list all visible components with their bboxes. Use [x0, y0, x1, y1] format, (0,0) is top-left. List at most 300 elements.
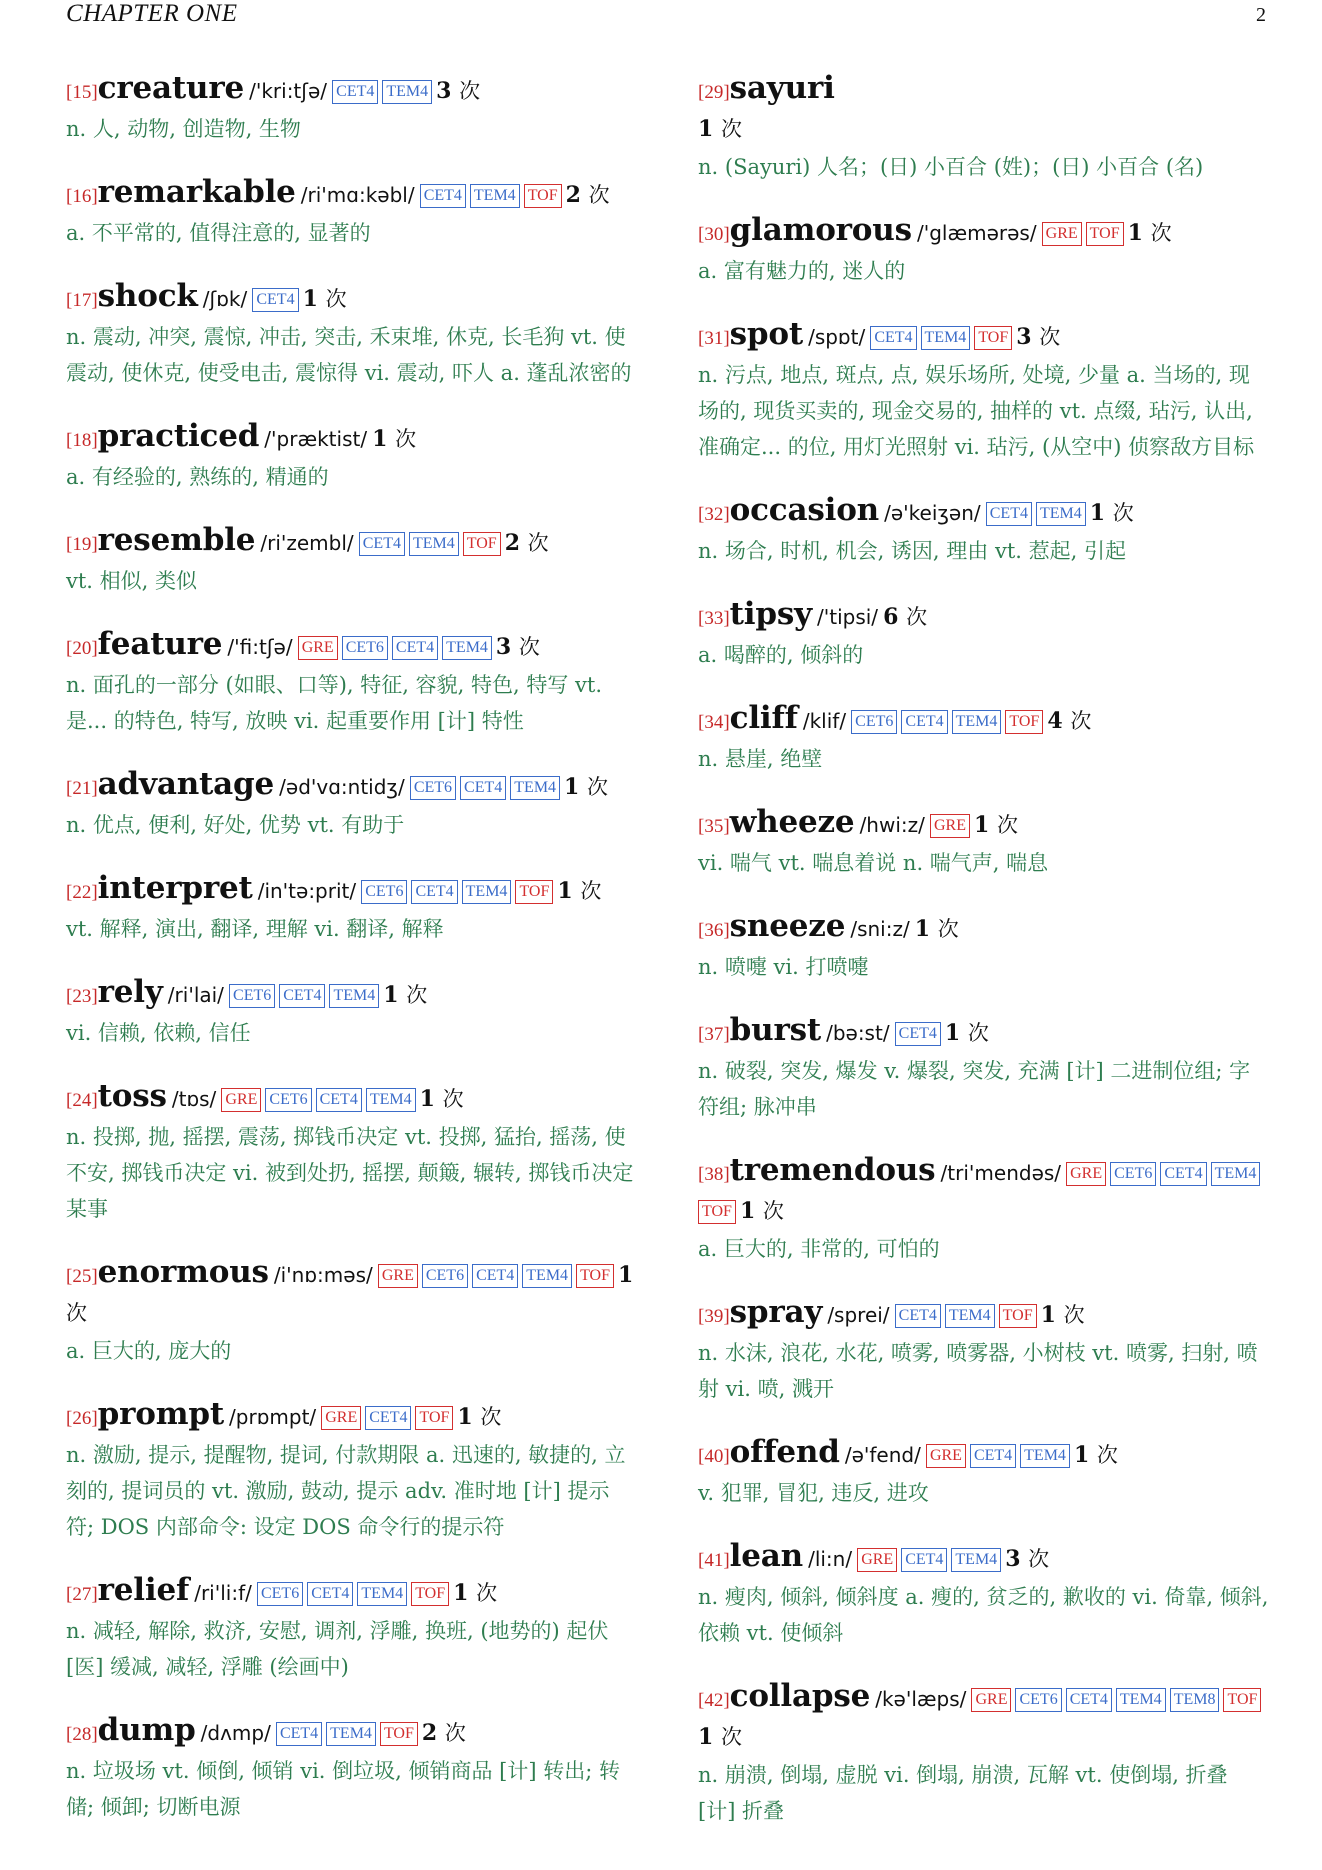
exam-tag: TEM4 — [462, 880, 512, 904]
vocab-entry — [698, 316, 1270, 465]
exam-tag: TEM4 — [1116, 1688, 1166, 1712]
exam-tag: CET6 — [1110, 1162, 1156, 1186]
exam-tag: CET4 — [472, 1264, 518, 1288]
exam-tag: TOF — [974, 326, 1012, 350]
entry-definition: a. 巨大的, 非常的, 可怕的 — [698, 1237, 940, 1261]
entry-word: lean — [729, 1538, 803, 1574]
count-value: 1 — [973, 812, 990, 838]
entry-phonetic: /ri'mɑ:kəbl/ — [300, 183, 415, 207]
entry-headline — [66, 1712, 636, 1753]
count-value: 1 — [564, 774, 580, 800]
entry-headline — [66, 1572, 636, 1613]
entry-index: [29] — [698, 82, 730, 103]
exam-tag: CET4 — [392, 636, 438, 660]
exam-tag: CET4 — [316, 1088, 362, 1112]
count-unit: 次 — [1039, 325, 1061, 349]
entry-word: resemble — [97, 522, 256, 558]
entry-definition: a. 喝醉的, 倾斜的 — [698, 643, 864, 667]
entry-index: [18] — [66, 430, 98, 451]
count-unit: 次 — [480, 1405, 502, 1429]
entry-index: [31] — [698, 328, 730, 349]
entry-word: advantage — [97, 766, 275, 802]
entry-index: [35] — [698, 816, 730, 837]
exam-tag: TEM4 — [522, 1264, 572, 1288]
entry-count — [496, 634, 540, 660]
count-unit: 次 — [588, 183, 610, 207]
exam-tag: CET4 — [901, 1548, 947, 1572]
vocab-entry — [698, 212, 1270, 289]
exam-tag: TEM4 — [329, 984, 379, 1008]
entry-index: [38] — [698, 1164, 730, 1185]
count-value: 3 — [495, 634, 512, 660]
count-unit: 次 — [1063, 1303, 1085, 1327]
entry-phonetic: /li:n/ — [808, 1547, 853, 1571]
vocab-entry — [698, 1678, 1270, 1829]
entry-headline — [698, 212, 1270, 253]
entry-definition: n. 面孔的一部分 (如眼、口等), 特征, 容貌, 特色, 特写 vt. 是... 的特色, 特写, 放映 vi. 起重要作用 [计] 特性 — [66, 673, 602, 733]
count-unit: 次 — [906, 605, 928, 629]
exam-tag: CET6 — [1015, 1688, 1061, 1712]
exam-tag: CET4 — [252, 288, 298, 312]
entry-headline — [66, 174, 636, 215]
entry-headline — [698, 1678, 1270, 1757]
exam-tag: CET6 — [265, 1088, 311, 1112]
vocab-entry — [66, 418, 636, 495]
count-unit: 次 — [1028, 1547, 1050, 1571]
exam-tag: GRE — [930, 814, 970, 838]
entry-count — [945, 1020, 989, 1046]
entry-word: occasion — [729, 492, 880, 528]
exam-tag: TOF — [463, 532, 501, 556]
entry-definition: n. 投掷, 抛, 摇摆, 震荡, 掷钱币决定 vt. 投掷, 猛抬, 摇荡, 使不安, 掷钱币决定 vi. 被到处扔, 摇摆, 颠簸, 辗转, 掷钱币决定某事 — [66, 1125, 634, 1221]
exam-tag: TOF — [698, 1200, 736, 1224]
count-unit: 次 — [444, 1721, 466, 1745]
entry-phonetic: /sprei/ — [827, 1303, 890, 1327]
entry-definition: n. 水沫, 浪花, 水花, 喷雾, 喷雾器, 小树枝 vt. 喷雾, 扫射, 喷射 vi. 喷, 溅开 — [698, 1341, 1258, 1401]
vocab-entry — [698, 492, 1270, 569]
exam-tag: GRE — [221, 1088, 261, 1112]
entry-phonetic: /ri'li:f/ — [194, 1581, 252, 1605]
vocab-entry — [66, 1396, 636, 1545]
count-value: 3 — [1016, 324, 1032, 350]
count-unit: 次 — [1096, 1443, 1118, 1467]
exam-tag: CET4 — [986, 502, 1032, 526]
entry-index: [22] — [66, 882, 98, 903]
count-value: 1 — [944, 1020, 961, 1046]
entry-phonetic: /prɒmpt/ — [229, 1405, 317, 1429]
vocab-entry — [698, 700, 1270, 777]
vocab-entry — [698, 804, 1270, 881]
exam-tag: CET6 — [342, 636, 388, 660]
entry-word: sayuri — [729, 70, 835, 106]
exam-tag: TEM4 — [951, 1548, 1001, 1572]
entry-count — [883, 604, 927, 630]
entry-headline — [66, 974, 636, 1015]
entry-definition: n. 污点, 地点, 斑点, 点, 娱乐场所, 处境, 少量 a. 当场的, 现场的, 现货买卖的, 现金交易的, 抽样的 vt. 点缀, 玷污, 认出, 准确定... 的位, 用灯光照射 vi. 玷污, (从空中) 侦察敌方目标 — [698, 363, 1255, 459]
entry-count — [453, 1580, 497, 1606]
exam-tag: TEM4 — [510, 776, 560, 800]
entry-word: tremendous — [729, 1152, 936, 1188]
count-unit: 次 — [518, 635, 540, 659]
vocab-entry — [66, 70, 636, 147]
entry-definition: n. 破裂, 突发, 爆发 v. 爆裂, 突发, 充满 [计] 二进制位组; 字符组; 脉冲串 — [698, 1059, 1251, 1119]
entry-word: wheeze — [729, 804, 855, 840]
entry-index: [28] — [66, 1724, 98, 1745]
count-unit: 次 — [580, 879, 602, 903]
exam-tag: GRE — [321, 1406, 361, 1430]
count-unit: 次 — [442, 1087, 464, 1111]
entry-index: [41] — [698, 1550, 730, 1571]
entry-index: [30] — [698, 224, 730, 245]
entry-word: collapse — [729, 1678, 871, 1714]
entry-phonetic: /ə'fend/ — [844, 1443, 921, 1467]
entry-index: [27] — [66, 1584, 98, 1605]
exam-tag: CET4 — [307, 1582, 353, 1606]
entry-headline — [698, 804, 1270, 845]
entry-count — [564, 774, 608, 800]
entry-phonetic: /klif/ — [802, 709, 847, 733]
exam-tag: TOF — [576, 1264, 614, 1288]
entry-word: glamorous — [729, 212, 912, 248]
entry-phonetic: /dʌmp/ — [200, 1721, 271, 1745]
vocab-entry — [698, 596, 1270, 673]
entry-definition: vt. 相似, 类似 — [66, 569, 198, 593]
count-unit: 次 — [476, 1581, 498, 1605]
exam-tag: TEM4 — [382, 80, 432, 104]
entry-index: [21] — [66, 778, 98, 799]
count-value: 1 — [1040, 1302, 1056, 1328]
entry-definition: n. 震动, 冲突, 震惊, 冲击, 突击, 禾束堆, 休克, 长毛狗 vt. 使震动, 使休克, 使受电击, 震惊得 vi. 震动, 吓人 a. 蓬乱浓密的 — [66, 325, 632, 385]
entry-index: [23] — [66, 986, 98, 1007]
entry-headline — [698, 1152, 1270, 1231]
entry-headline — [698, 908, 1270, 949]
exam-tag: CET4 — [420, 184, 466, 208]
count-unit: 次 — [937, 917, 959, 941]
count-unit: 次 — [1070, 709, 1092, 733]
entry-word: creature — [97, 70, 244, 106]
exam-tag: TEM4 — [357, 1582, 407, 1606]
count-value: 1 — [914, 916, 931, 942]
exam-tag: CET4 — [279, 984, 325, 1008]
entry-index: [15] — [66, 82, 98, 103]
exam-tag: TOF — [1005, 710, 1043, 734]
entry-count — [436, 78, 480, 104]
exam-tag: GRE — [971, 1688, 1011, 1712]
count-unit: 次 — [996, 813, 1018, 837]
exam-tag: GRE — [378, 1264, 418, 1288]
entry-definition: a. 富有魅力的, 迷人的 — [698, 259, 906, 283]
entry-definition: n. 人, 动物, 创造物, 生物 — [66, 117, 301, 141]
entry-headline — [698, 1538, 1270, 1579]
count-value: 1 — [739, 1198, 756, 1224]
exam-tag: GRE — [298, 636, 338, 660]
entry-headline — [698, 1294, 1270, 1335]
count-value: 1 — [1127, 220, 1143, 246]
exam-tag: TOF — [524, 184, 562, 208]
count-value: 1 — [1089, 500, 1106, 526]
exam-tag: CET4 — [895, 1304, 941, 1328]
entry-headline — [66, 766, 636, 807]
entry-definition: n. 激励, 提示, 提醒物, 提词, 付款期限 a. 迅速的, 敏捷的, 立刻的, 提词员的 vt. 激励, 鼓动, 提示 adv. 准时地 [计] 提示符; DOS 内部命令: 设定 DOS 命令行的提示符 — [66, 1443, 626, 1539]
entry-phonetic: /tɒs/ — [171, 1087, 217, 1111]
entry-count — [1041, 1302, 1085, 1328]
exam-tag: CET4 — [460, 776, 506, 800]
count-unit: 次 — [587, 775, 609, 799]
entry-phonetic: /in'tə:prit/ — [257, 879, 357, 903]
entry-headline — [66, 418, 636, 459]
entry-word: offend — [729, 1434, 840, 1470]
exam-tag: TEM4 — [326, 1722, 376, 1746]
entry-definition: vi. 信赖, 依赖, 信任 — [66, 1021, 251, 1045]
entry-word: spot — [729, 316, 803, 352]
vocab-entry — [66, 1712, 636, 1825]
count-value: 1 — [618, 1262, 634, 1288]
entry-definition: n. 崩溃, 倒塌, 虚脱 vi. 倒塌, 崩溃, 瓦解 vt. 使倒塌, 折叠 [计] 折叠 — [698, 1763, 1228, 1823]
exam-tag: CET4 — [895, 1022, 941, 1046]
entry-definition: v. 犯罪, 冒犯, 违反, 进攻 — [698, 1481, 929, 1505]
entry-word: prompt — [97, 1396, 224, 1432]
count-unit: 次 — [527, 531, 549, 555]
vocab-entry — [66, 278, 636, 391]
entry-definition: n. 垃圾场 vt. 倾倒, 倾销 vi. 倒垃圾, 倾销商品 [计] 转出; 转储; 倾卸; 切断电源 — [66, 1759, 620, 1819]
entry-definition: a. 不平常的, 值得注意的, 显著的 — [66, 221, 371, 245]
vocab-entry — [698, 1294, 1270, 1407]
entry-word: spray — [729, 1294, 823, 1330]
entry-definition: a. 巨大的, 庞大的 — [66, 1339, 232, 1363]
entry-definition: a. 有经验的, 熟练的, 精通的 — [66, 465, 329, 489]
vocab-entry — [66, 1078, 636, 1227]
entry-word: feature — [97, 626, 223, 662]
exam-tag: TEM4 — [442, 636, 492, 660]
count-unit: 次 — [459, 79, 481, 103]
count-unit: 次 — [406, 983, 428, 1007]
entry-count — [1074, 1442, 1118, 1468]
count-value: 3 — [1005, 1546, 1021, 1572]
exam-tag: TEM4 — [945, 1304, 995, 1328]
entry-count — [698, 116, 742, 142]
entry-index: [20] — [66, 638, 98, 659]
vocab-entry — [66, 766, 636, 843]
entry-phonetic: /hwi:z/ — [859, 813, 925, 837]
exam-tag: CET4 — [1066, 1688, 1112, 1712]
exam-tag: TEM4 — [409, 532, 459, 556]
entry-count — [698, 1724, 742, 1750]
entry-phonetic: /sni:z/ — [850, 917, 910, 941]
entry-headline — [66, 70, 636, 111]
entry-index: [26] — [66, 1408, 98, 1429]
count-value: 6 — [883, 604, 899, 630]
entry-index: [37] — [698, 1024, 730, 1045]
entry-definition: n. 减轻, 解除, 救济, 安慰, 调剂, 浮雕, 换班, (地势的) 起伏 [医] 缓减, 减轻, 浮雕 (绘画中) — [66, 1619, 609, 1679]
vocab-entry — [698, 1152, 1270, 1267]
entry-headline — [698, 1012, 1270, 1053]
entry-phonetic: /'præktist/ — [264, 427, 368, 451]
exam-tag: TEM8 — [1170, 1688, 1220, 1712]
entry-phonetic: /'kri:tʃə/ — [249, 79, 328, 103]
exam-tag: CET4 — [359, 532, 405, 556]
count-value: 1 — [557, 878, 573, 904]
exam-tag: TOF — [1223, 1688, 1261, 1712]
entry-word: practiced — [97, 418, 260, 454]
entry-count — [1005, 1546, 1049, 1572]
entry-phonetic: /bə:st/ — [826, 1021, 890, 1045]
exam-tag: TOF — [515, 880, 553, 904]
exam-tag: TOF — [415, 1406, 453, 1430]
vocab-entry — [698, 1434, 1270, 1511]
exam-tag: GRE — [1042, 222, 1082, 246]
entry-count — [457, 1404, 501, 1430]
entry-count — [383, 982, 427, 1008]
entry-definition: n. 场合, 时机, 机会, 诱因, 理由 vt. 惹起, 引起 — [698, 539, 1126, 563]
entry-word: shock — [97, 278, 198, 314]
entry-word: rely — [97, 974, 163, 1010]
exam-tag: CET4 — [365, 1406, 411, 1430]
entry-word: tipsy — [729, 596, 812, 632]
vocab-entry — [66, 870, 636, 947]
entry-index: [24] — [66, 1090, 98, 1111]
exam-tag: GRE — [1066, 1162, 1106, 1186]
exam-tag: TEM4 — [470, 184, 520, 208]
entry-index: [17] — [66, 290, 98, 311]
exam-tag: TOF — [380, 1722, 418, 1746]
entry-phonetic: /spɒt/ — [808, 325, 866, 349]
entry-phonetic: /i'nɒ:məs/ — [273, 1263, 373, 1287]
entry-word: dump — [97, 1712, 196, 1748]
exam-tag: TOF — [999, 1304, 1037, 1328]
count-value: 1 — [698, 116, 714, 142]
exam-tag: CET4 — [411, 880, 457, 904]
count-value: 1 — [457, 1404, 473, 1430]
entry-word: burst — [729, 1012, 821, 1048]
entry-headline — [698, 316, 1270, 357]
entry-index: [33] — [698, 608, 730, 629]
entry-headline — [66, 522, 636, 563]
exam-tag: TEM4 — [921, 326, 971, 350]
entry-index: [39] — [698, 1306, 730, 1327]
entry-phonetic: /əd'vɑ:ntidʒ/ — [279, 775, 405, 799]
vocab-entry — [66, 626, 636, 739]
entry-phonetic: /'fi:tʃə/ — [227, 635, 293, 659]
entry-count — [974, 812, 1018, 838]
entry-headline — [698, 596, 1270, 637]
exam-tag: TOF — [1086, 222, 1124, 246]
entry-phonetic: /ʃɒk/ — [202, 287, 248, 311]
entry-count — [740, 1198, 784, 1224]
count-value: 1 — [372, 426, 388, 452]
entry-headline — [66, 1396, 636, 1437]
entry-headline — [66, 278, 636, 319]
entry-word: interpret — [97, 870, 253, 906]
exam-tag: TEM4 — [1020, 1444, 1070, 1468]
count-unit: 次 — [395, 427, 417, 451]
count-value: 4 — [1047, 708, 1063, 734]
vocab-entry — [698, 908, 1270, 985]
entry-definition: vi. 喘气 vt. 喘息着说 n. 喘气声, 喘息 — [698, 851, 1049, 875]
entry-phonetic: /ri'lai/ — [167, 983, 224, 1007]
count-value: 1 — [453, 1580, 469, 1606]
entry-headline — [66, 1078, 636, 1119]
entry-count — [557, 878, 601, 904]
exam-tag: CET4 — [901, 710, 947, 734]
entry-word: relief — [97, 1572, 190, 1608]
vocab-entry — [66, 974, 636, 1051]
entry-index: [25] — [66, 1266, 98, 1287]
exam-tag: TEM4 — [952, 710, 1002, 734]
entry-definition: n. 优点, 便利, 好处, 优势 vt. 有助于 — [66, 813, 405, 837]
entry-headline — [698, 1434, 1270, 1475]
entry-definition: n. 悬崖, 绝壁 — [698, 747, 823, 771]
count-unit: 次 — [1112, 501, 1134, 525]
count-unit: 次 — [762, 1199, 784, 1223]
exam-tag: CET6 — [257, 1582, 303, 1606]
count-value: 2 — [504, 530, 520, 556]
vocab-entry — [66, 1254, 636, 1369]
count-value: 3 — [436, 78, 452, 104]
entry-word: cliff — [729, 700, 798, 736]
vocab-entry — [66, 1572, 636, 1685]
vocab-entry — [66, 522, 636, 599]
left-column — [66, 70, 636, 1852]
entry-word: enormous — [97, 1254, 269, 1290]
entry-count — [915, 916, 959, 942]
entry-count — [1047, 708, 1091, 734]
entry-count — [1016, 324, 1060, 350]
entry-headline — [66, 626, 636, 667]
exam-tag: TEM4 — [1036, 502, 1086, 526]
exam-tag: GRE — [926, 1444, 966, 1468]
exam-tag: CET6 — [422, 1264, 468, 1288]
entry-headline — [66, 870, 636, 911]
page-number: 2 — [1256, 4, 1266, 26]
entry-count — [1128, 220, 1172, 246]
entry-definition: n. (Sayuri) 人名；(日) 小百合 (姓)；(日) 小百合 (名) — [698, 155, 1204, 179]
exam-tag: TOF — [411, 1582, 449, 1606]
entry-phonetic: /kə'læps/ — [875, 1687, 967, 1711]
entry-count — [505, 530, 549, 556]
count-unit: 次 — [720, 117, 742, 141]
entry-phonetic: /tri'mendəs/ — [940, 1161, 1062, 1185]
entry-headline — [66, 1254, 636, 1333]
count-value: 1 — [302, 286, 318, 312]
vocab-entry — [698, 1538, 1270, 1651]
vocab-entry — [66, 174, 636, 251]
count-value: 1 — [698, 1724, 714, 1750]
exam-tag: CET4 — [276, 1722, 322, 1746]
entry-index: [34] — [698, 712, 730, 733]
count-unit: 次 — [1150, 221, 1172, 245]
entry-definition: vt. 解释, 演出, 翻译, 理解 vi. 翻译, 解释 — [66, 917, 444, 941]
count-value: 1 — [419, 1086, 435, 1112]
entry-count — [372, 426, 416, 452]
entry-phonetic: /ri'zembl/ — [260, 531, 354, 555]
exam-tag: CET6 — [410, 776, 456, 800]
count-unit: 次 — [325, 287, 347, 311]
entry-phonetic: /'tipsi/ — [817, 605, 879, 629]
right-column — [698, 70, 1270, 1856]
exam-tag: CET4 — [870, 326, 916, 350]
entry-word: remarkable — [97, 174, 296, 210]
entry-index: [36] — [698, 920, 730, 941]
exam-tag: CET6 — [361, 880, 407, 904]
entry-index: [32] — [698, 504, 730, 525]
entry-headline — [698, 70, 1270, 149]
entry-index: [40] — [698, 1446, 730, 1467]
count-unit: 次 — [967, 1021, 989, 1045]
entry-index: [42] — [698, 1690, 730, 1711]
entry-phonetic: /'glæmərəs/ — [916, 221, 1037, 245]
entry-index: [16] — [66, 186, 98, 207]
exam-tag: CET4 — [1160, 1162, 1206, 1186]
